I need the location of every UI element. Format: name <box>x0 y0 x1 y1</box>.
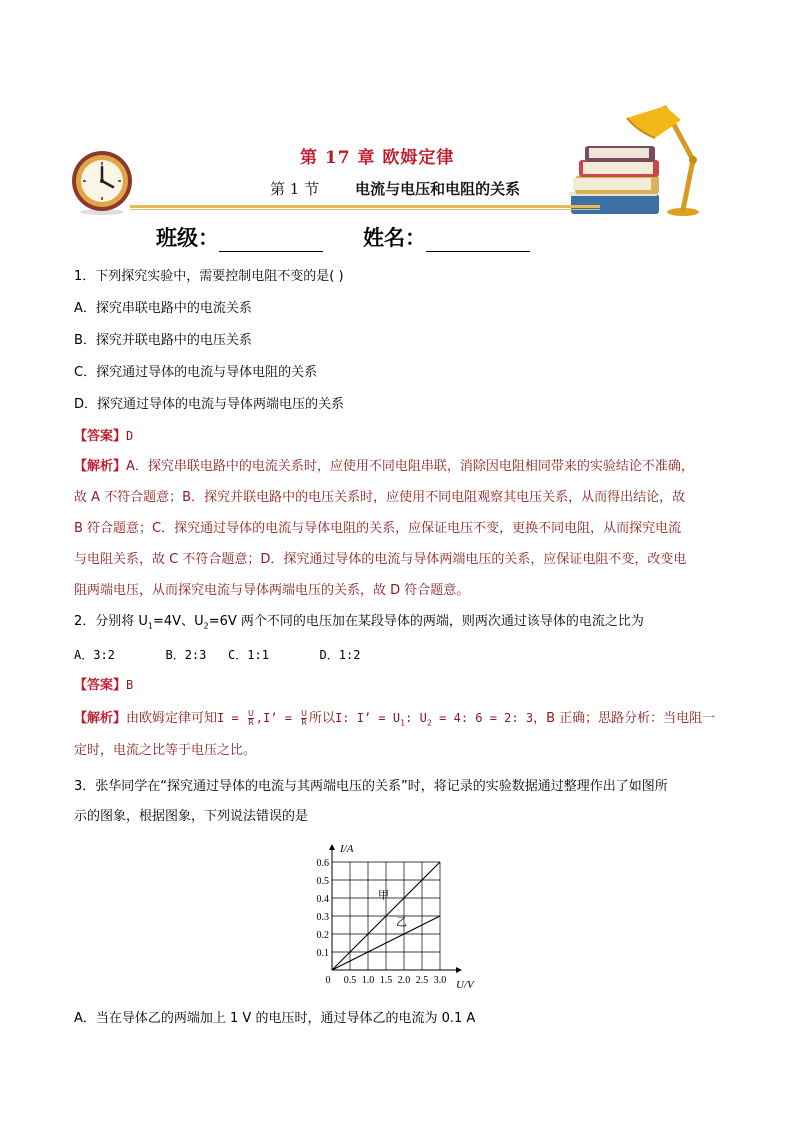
chapter-title: 第 17 章 欧姆定律 <box>300 148 455 168</box>
analysis-label: 【解析】 <box>74 711 127 726</box>
equation-subscript: 2 <box>426 718 432 728</box>
x-tick-label: 3.0 <box>433 975 447 986</box>
answer-label: 【答案】 <box>74 678 127 693</box>
analysis-text: ，B 正确；思路分析：当电阻一 <box>533 711 716 726</box>
section-title <box>270 178 520 199</box>
q3-stem-line-2: 示的图象，根据图象，下列说法错误的是 <box>74 809 309 824</box>
x-tick-label: 2.0 <box>397 975 411 986</box>
q1-option-b: B．探究并联电路中的电压关系 <box>74 333 252 348</box>
x-tick-label: 1.0 <box>361 975 375 986</box>
q2-stem-text: =6V 两个不同的电压加在某段导体的两端，则两次通过该导体的电流之比为 <box>208 614 644 629</box>
clock-icon <box>68 150 136 216</box>
x-axis-label: U/V <box>456 979 474 991</box>
answer-value: D <box>126 429 134 443</box>
fraction-numerator: U <box>301 709 308 718</box>
y-tick-label: 0.6 <box>316 858 329 869</box>
q1-analysis-line-4: 与电阻关系，故 C 不符合题意；D．探究通过导体的电流与导体两端电压的关系，应保证电阻不变，改变电 <box>74 552 687 567</box>
q2-stem <box>74 613 644 636</box>
class-label: 班级： <box>156 225 219 250</box>
fraction-denominator: R <box>248 718 254 727</box>
x-tick-label: 0.5 <box>343 975 357 986</box>
header-divider-thin <box>130 209 600 210</box>
x-tick-label: 1.5 <box>379 975 393 986</box>
fraction-numerator: U <box>247 709 254 718</box>
equation: : U <box>405 711 427 725</box>
analysis-text: A．探究串联电路中的电流关系时，应使用不同电阻串联，消除因电阻相同带来的实验结论不准确， <box>126 459 694 474</box>
fraction <box>248 710 254 727</box>
student-info-row <box>156 222 530 252</box>
answer-label: 【答案】 <box>74 429 127 444</box>
equation: I: I’ = U <box>335 711 401 725</box>
q1-analysis-line-3: B 符合题意；C．探究通过导体的电流与导体电阻的关系，应保证电压不变，更换不同电阻，从而探究电流 <box>74 521 682 536</box>
series-label: 乙 <box>396 915 407 929</box>
analysis-text: 所以 <box>309 711 336 726</box>
section-number: 第 1 节 <box>270 180 320 198</box>
current-voltage-chart <box>300 840 480 1000</box>
analysis-label: 【解析】 <box>74 459 127 474</box>
header-divider <box>130 205 600 208</box>
q2-stem-text: 2．分别将 U <box>74 614 148 629</box>
equation: ,I’ = <box>255 711 300 725</box>
books-lamp-illustration <box>565 98 715 220</box>
y-tick-label: 0.2 <box>316 930 329 941</box>
analysis-text: 由欧姆定律可知 <box>126 711 218 726</box>
y-axis-label: I/A <box>340 843 354 855</box>
q1-stem: 1．下列探究实验中，需要控制电阻不变的是( ) <box>74 269 344 284</box>
q1-analysis-line-2: 故 A 不符合题意；B．探究并联电路中的电压关系时，应使用不同电阻观察其电压关系，从而得出结论，故 <box>74 490 686 505</box>
y-tick-label: 0.4 <box>316 894 329 905</box>
x-tick-label: 0 <box>325 975 331 986</box>
equation: I = <box>217 711 246 725</box>
q1-answer <box>74 427 133 446</box>
name-label: 姓名： <box>363 225 426 250</box>
q2-analysis-line-1 <box>74 709 715 733</box>
fraction-denominator: R <box>301 718 307 727</box>
y-tick-label: 0.5 <box>316 876 329 887</box>
q2-subscript: 1 <box>147 621 154 631</box>
series-label: 甲 <box>378 888 389 902</box>
q1-analysis-line-5: 阻两端电压，从而探究电流与导体两端电压的关系，故 D 符合题意。 <box>74 583 470 598</box>
q1-option-c: C．探究通过导体的电流与导体电阻的关系 <box>74 365 318 380</box>
y-tick-label: 0.3 <box>316 912 329 923</box>
q2-options: A．3:2 B．2:3 C．1:1 D．1:2 <box>74 648 361 662</box>
y-tick-label: 0.1 <box>316 948 329 959</box>
equation-subscript: 1 <box>400 718 406 728</box>
q2-stem-text: =4V、U <box>153 614 204 629</box>
name-blank[interactable] <box>426 232 530 252</box>
q2-answer <box>74 676 133 695</box>
class-blank[interactable] <box>219 232 323 252</box>
q2-analysis-line-2: 定时，电流之比等于电压之比。 <box>74 743 257 758</box>
section-name: 电流与电压和电阻的关系 <box>355 180 521 198</box>
fraction <box>301 710 307 727</box>
y-axis-arrow <box>329 844 335 850</box>
x-tick-label: 2.5 <box>415 975 429 986</box>
q1-option-a: A．探究串联电路中的电流关系 <box>74 301 252 316</box>
equation: = 4: 6 = 2: 3 <box>431 711 534 725</box>
q3-option-a: A．当在导体乙的两端加上 1 V 的电压时，通过导体乙的电流为 0.1 A <box>74 1011 476 1026</box>
q2-subscript: 2 <box>203 621 209 631</box>
q1-option-d: D．探究通过导体的电流与导体两端电压的关系 <box>74 397 345 412</box>
q1-analysis-line-1 <box>74 458 694 476</box>
x-axis-arrow <box>456 967 462 973</box>
answer-value: B <box>126 678 134 692</box>
q3-stem-line-1: 3．张华同学在“探究通过导体的电流与其两端电压的关系”时，将记录的实验数据通过整理作出了如图所 <box>74 779 668 794</box>
